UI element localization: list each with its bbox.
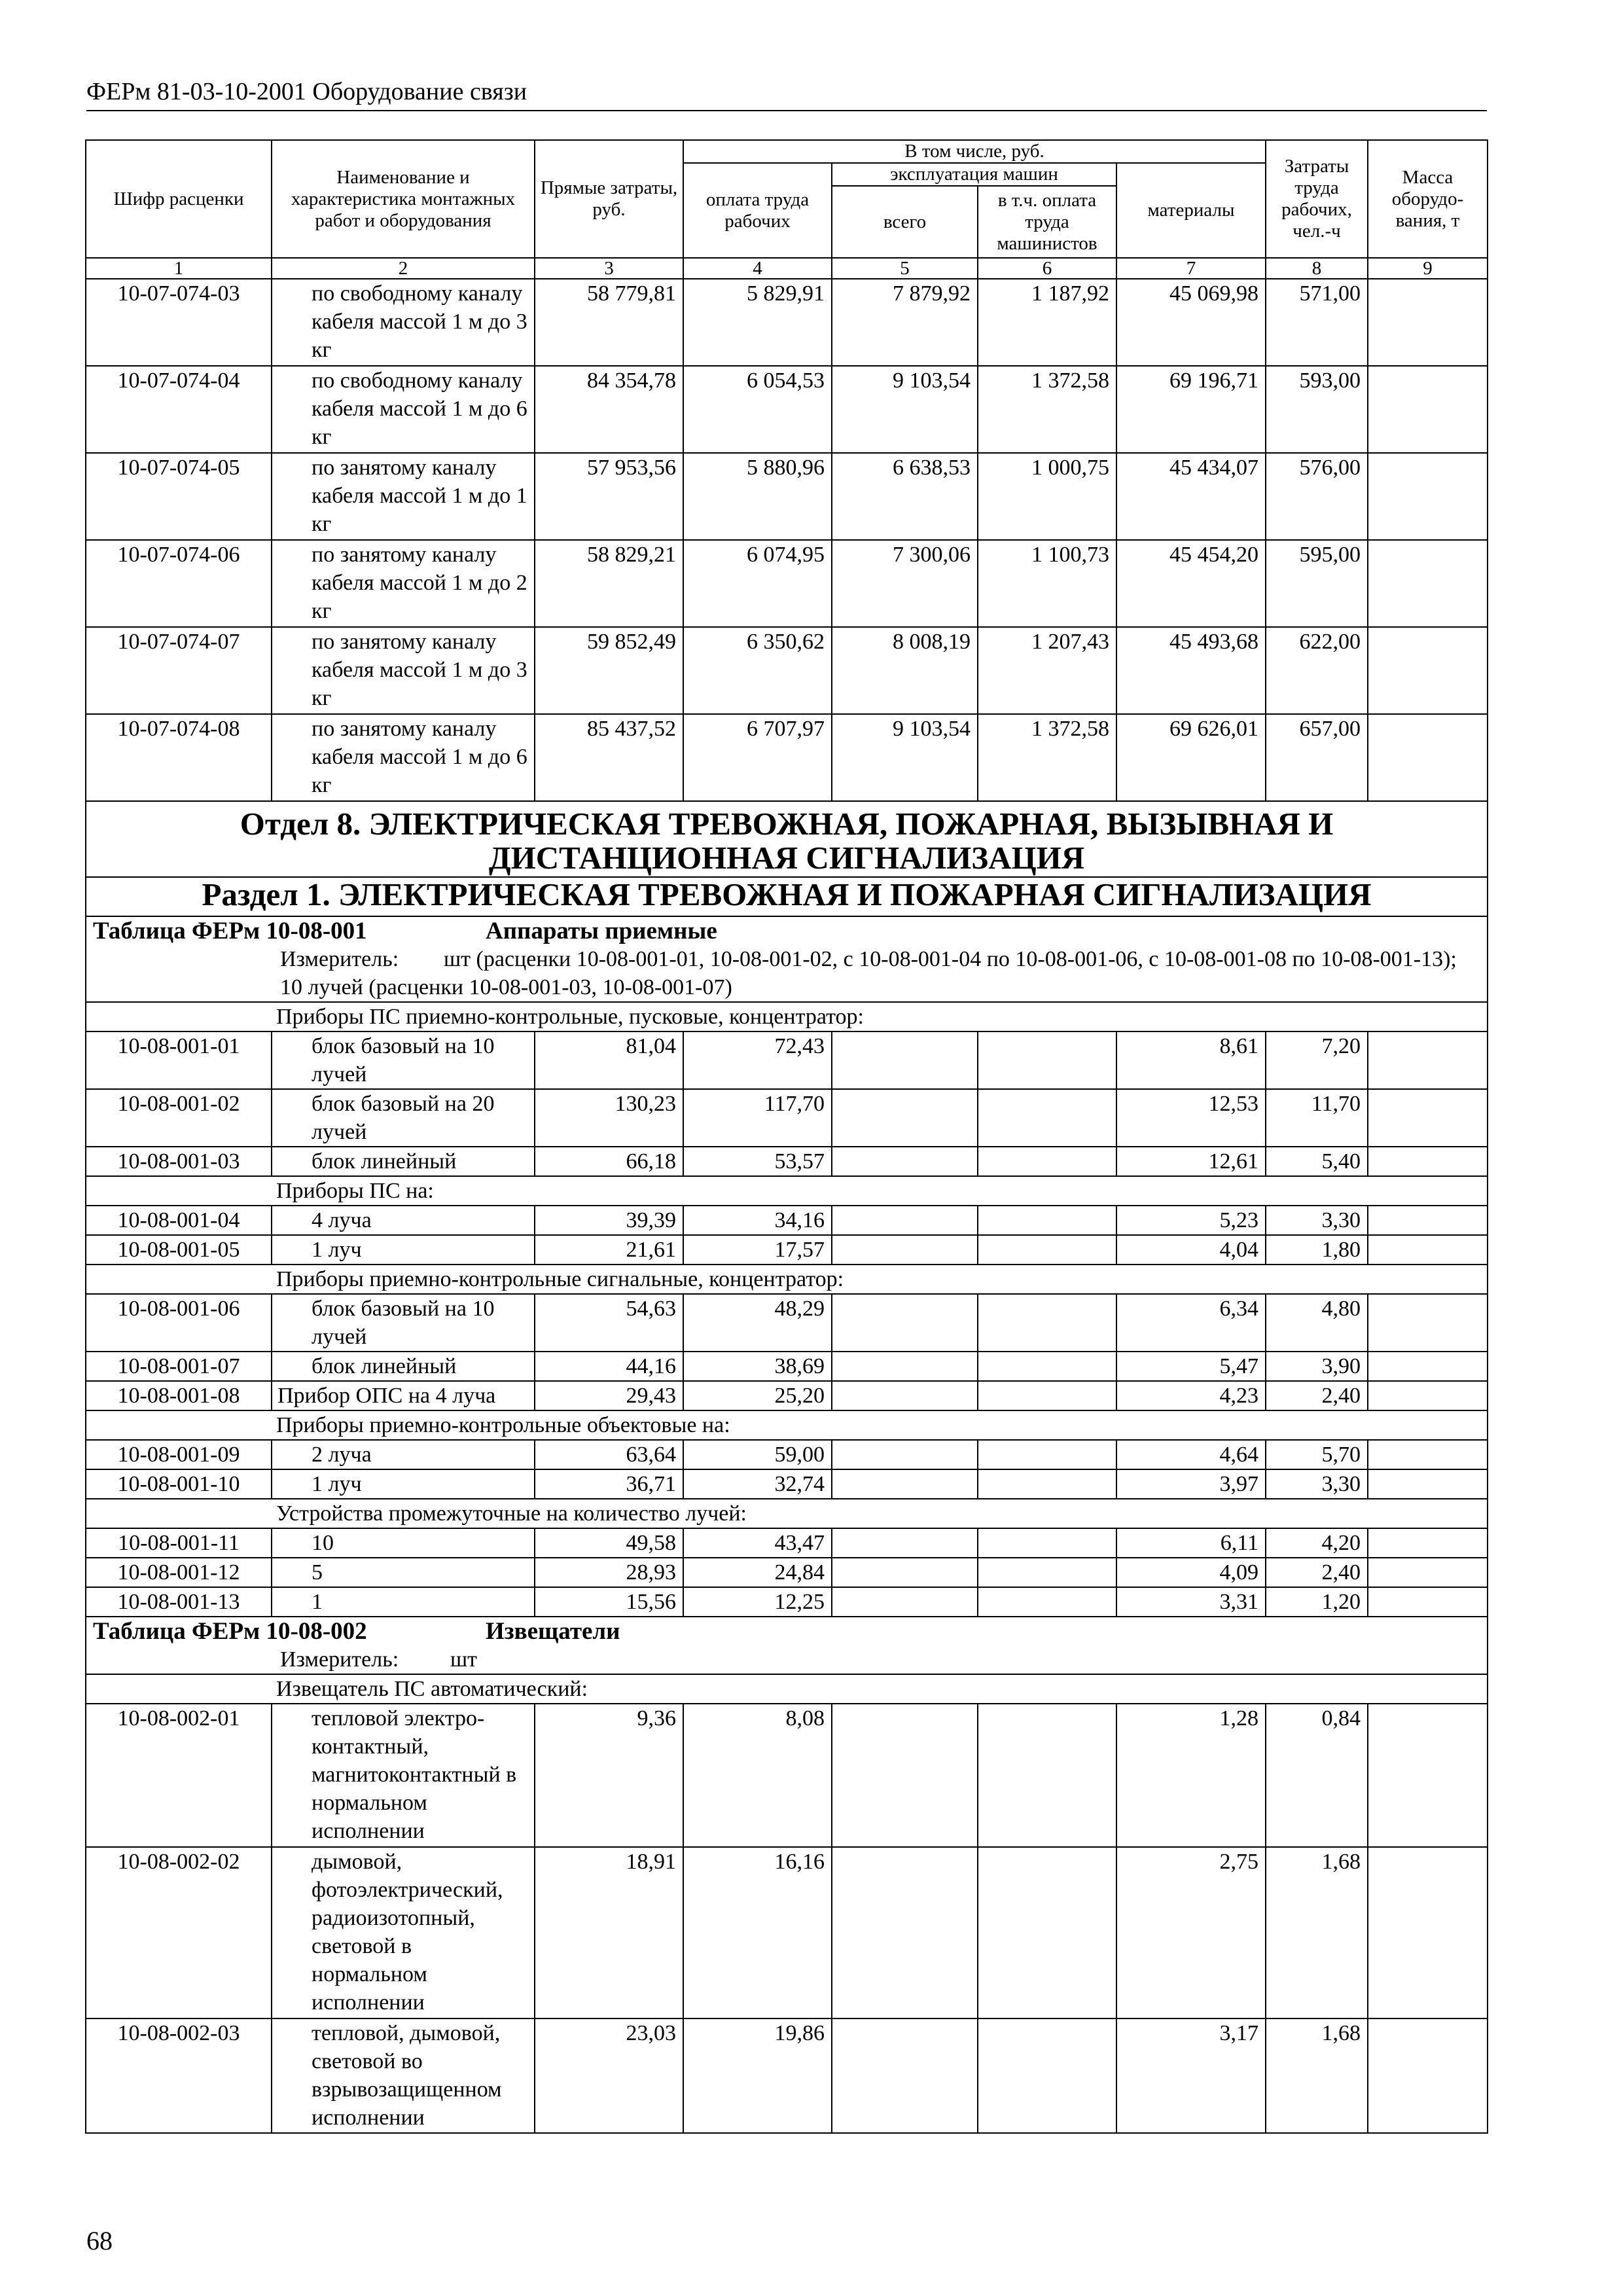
direct-cost: 18,91: [535, 1847, 683, 2018]
labor-cost: 622,00: [1266, 627, 1368, 714]
rate-code: 10-07-074-03: [86, 279, 272, 366]
machine-total: [832, 1294, 978, 1352]
materials: 45 493,68: [1116, 627, 1266, 714]
table-row: [86, 1089, 1488, 1147]
labor-pay: 59,00: [683, 1440, 832, 1469]
rate-code: 10-08-001-12: [86, 1558, 272, 1587]
col-labor-cost-header: Затраты труда рабочих, чел.-ч: [1266, 140, 1368, 258]
col-machine-total-header: всего: [832, 186, 978, 258]
col-number: 2: [272, 258, 535, 279]
table-row: [86, 540, 1488, 627]
col-machine-op-header: эксплуатация машин: [832, 163, 1116, 186]
labor-pay: 6 350,62: [683, 627, 832, 714]
materials: 4,23: [1116, 1381, 1266, 1410]
labor-cost: 1,80: [1266, 1235, 1368, 1265]
measure-label: Измеритель:: [280, 947, 399, 971]
materials: 4,04: [1116, 1235, 1266, 1265]
equip-mass: [1368, 2018, 1488, 2133]
machine-pay: [978, 1704, 1116, 1847]
document-header: ФЕРм 81-03-10-2001 Оборудование связи: [86, 78, 527, 105]
table-row: [86, 1440, 1488, 1469]
rate-name: по занятому каналу кабеля массой 1 м до 2 кг: [272, 540, 535, 627]
equip-mass: [1368, 1352, 1488, 1381]
labor-cost: 3,30: [1266, 1206, 1368, 1235]
rate-code: 10-07-074-06: [86, 540, 272, 627]
equip-mass: [1368, 453, 1488, 540]
labor-cost: 593,00: [1266, 366, 1368, 453]
subgroup-label: Приборы ПС на:: [86, 1176, 1488, 1206]
labor-cost: 576,00: [1266, 453, 1368, 540]
machine-total: 6 638,53: [832, 453, 978, 540]
machine-pay: [978, 1528, 1116, 1558]
table-row: [86, 1206, 1488, 1235]
table-row: [86, 627, 1488, 714]
equip-mass: [1368, 1235, 1488, 1265]
machine-total: [832, 1469, 978, 1499]
labor-cost: 5,40: [1266, 1147, 1368, 1176]
materials: 5,47: [1116, 1352, 1266, 1381]
rate-code: 10-07-074-04: [86, 366, 272, 453]
table-row: [86, 453, 1488, 540]
direct-cost: 58 779,81: [535, 279, 683, 366]
labor-cost: 3,30: [1266, 1469, 1368, 1499]
materials: 12,61: [1116, 1147, 1266, 1176]
direct-cost: 54,63: [535, 1294, 683, 1352]
machine-total: [832, 1440, 978, 1469]
table-row: [86, 1031, 1488, 1089]
equip-mass: [1368, 1587, 1488, 1617]
measure-text: шт (расценки 10-08-001-01, 10-08-001-02, с 10-08-001-04 по 10-08-001-06, с 10-08-001-08 по 10-08-001-13); 10 лучей (расценки 10-08-001-03, 10-08-001-07): [280, 947, 1457, 999]
subgroup-label: Приборы приемно-контрольные сигнальные, концентратор:: [86, 1265, 1488, 1294]
machine-pay: [978, 1147, 1116, 1176]
labor-pay: 53,57: [683, 1147, 832, 1176]
machine-pay: [978, 1031, 1116, 1089]
machine-total: [832, 1528, 978, 1558]
materials: 5,23: [1116, 1206, 1266, 1235]
table-row: [86, 1352, 1488, 1381]
rate-code: 10-08-001-06: [86, 1294, 272, 1352]
equip-mass: [1368, 1528, 1488, 1558]
col-code-header: Шифр расценки: [86, 140, 272, 258]
materials: 4,64: [1116, 1440, 1266, 1469]
labor-pay: 34,16: [683, 1206, 832, 1235]
rate-name: 4 луча: [272, 1206, 535, 1235]
direct-cost: 59 852,49: [535, 627, 683, 714]
labor-pay: 6 074,95: [683, 540, 832, 627]
labor-pay: 43,47: [683, 1528, 832, 1558]
direct-cost: 57 953,56: [535, 453, 683, 540]
machine-total: [832, 1206, 978, 1235]
labor-cost: 1,20: [1266, 1587, 1368, 1617]
rate-code: 10-08-001-03: [86, 1147, 272, 1176]
rate-code: 10-08-002-03: [86, 2018, 272, 2133]
table1-measure: [93, 945, 1480, 1001]
materials: 45 434,07: [1116, 453, 1266, 540]
machine-total: [832, 1031, 978, 1089]
equip-mass: [1368, 1440, 1488, 1469]
labor-pay: 12,25: [683, 1587, 832, 1617]
rate-code: 10-08-001-13: [86, 1587, 272, 1617]
col-incl-header: В том числе, руб.: [683, 140, 1266, 163]
table-row: [86, 1558, 1488, 1587]
machine-total: [832, 1847, 978, 2018]
rate-name: блок базовый на 10 лучей: [272, 1294, 535, 1352]
rate-name: блок базовый на 10 лучей: [272, 1031, 535, 1089]
col-number: 8: [1266, 258, 1368, 279]
table2-code: Таблица ФЕРм 10-08-002: [93, 1618, 367, 1645]
equip-mass: [1368, 1847, 1488, 2018]
machine-pay: [978, 1847, 1116, 2018]
rate-name: блок базовый на 20 лучей: [272, 1089, 535, 1147]
rate-code: 10-08-001-02: [86, 1089, 272, 1147]
labor-cost: 1,68: [1266, 1847, 1368, 2018]
equip-mass: [1368, 1206, 1488, 1235]
labor-pay: 48,29: [683, 1294, 832, 1352]
rate-name: 1 луч: [272, 1469, 535, 1499]
table-row: [86, 1147, 1488, 1176]
machine-total: 9 103,54: [832, 714, 978, 801]
equip-mass: [1368, 366, 1488, 453]
rate-name: Прибор ОПС на 4 луча: [272, 1381, 535, 1410]
machine-total: [832, 1147, 978, 1176]
direct-cost: 23,03: [535, 2018, 683, 2133]
direct-cost: 66,18: [535, 1147, 683, 1176]
table-row: [86, 2018, 1488, 2133]
rate-code: 10-08-001-07: [86, 1352, 272, 1381]
header-rule: [86, 110, 1487, 111]
direct-cost: 63,64: [535, 1440, 683, 1469]
direct-cost: 9,36: [535, 1704, 683, 1847]
table1-title-block: [86, 916, 1488, 1002]
materials: 45 454,20: [1116, 540, 1266, 627]
labor-cost: 657,00: [1266, 714, 1368, 801]
labor-cost: 0,84: [1266, 1704, 1368, 1847]
col-direct-header: Прямые затраты, руб.: [535, 140, 683, 258]
machine-pay: 1 372,58: [978, 714, 1116, 801]
otdel-heading: Отдел 8. ЭЛЕКТРИЧЕСКАЯ ТРЕВОЖНАЯ, ПОЖАРНАЯ, ВЫЗЫВНАЯ И ДИСТАНЦИОННАЯ СИГНАЛИЗАЦИЯ: [86, 801, 1488, 877]
rate-name: по занятому каналу кабеля массой 1 м до 6 кг: [272, 714, 535, 801]
equip-mass: [1368, 1294, 1488, 1352]
labor-cost: 2,40: [1266, 1381, 1368, 1410]
machine-pay: 1 100,73: [978, 540, 1116, 627]
col-number: 5: [832, 258, 978, 279]
equip-mass: [1368, 1558, 1488, 1587]
rate-code: 10-08-001-11: [86, 1528, 272, 1558]
rate-code: 10-07-074-07: [86, 627, 272, 714]
machine-pay: [978, 1440, 1116, 1469]
equip-mass: [1368, 1381, 1488, 1410]
labor-cost: 2,40: [1266, 1558, 1368, 1587]
machine-pay: [978, 1352, 1116, 1381]
rate-code: 10-08-001-04: [86, 1206, 272, 1235]
materials: 4,09: [1116, 1558, 1266, 1587]
rate-code: 10-08-001-09: [86, 1440, 272, 1469]
table-row: [86, 1847, 1488, 2018]
materials: 69 196,71: [1116, 366, 1266, 453]
machine-total: [832, 1352, 978, 1381]
table-row: [86, 1294, 1488, 1352]
table-row: [86, 1235, 1488, 1265]
equip-mass: [1368, 627, 1488, 714]
rate-code: 10-08-002-02: [86, 1847, 272, 2018]
table2-name: Извещатели: [486, 1618, 620, 1645]
labor-cost: 4,80: [1266, 1294, 1368, 1352]
labor-pay: 19,86: [683, 2018, 832, 2133]
col-labor-pay-header: оплата труда рабочих: [683, 163, 832, 258]
col-number: 6: [978, 258, 1116, 279]
labor-pay: 24,84: [683, 1558, 832, 1587]
rate-code: 10-08-001-10: [86, 1469, 272, 1499]
materials: 6,11: [1116, 1528, 1266, 1558]
labor-cost: 7,20: [1266, 1031, 1368, 1089]
subgroup-label: Извещатель ПС автоматический:: [86, 1674, 1488, 1704]
direct-cost: 15,56: [535, 1587, 683, 1617]
equip-mass: [1368, 279, 1488, 366]
machine-total: [832, 2018, 978, 2133]
direct-cost: 29,43: [535, 1381, 683, 1410]
labor-pay: 38,69: [683, 1352, 832, 1381]
col-number: 1: [86, 258, 272, 279]
labor-cost: 595,00: [1266, 540, 1368, 627]
subgroup-label: Устройства промежуточные на количество лучей:: [86, 1499, 1488, 1528]
machine-pay: [978, 1089, 1116, 1147]
machine-pay: [978, 1294, 1116, 1352]
rate-code: 10-08-001-05: [86, 1235, 272, 1265]
col-materials-header: материалы: [1116, 163, 1266, 258]
rate-code: 10-07-074-08: [86, 714, 272, 801]
machine-total: [832, 1704, 978, 1847]
column-numbers-row: [86, 258, 1488, 279]
rate-name: 1 луч: [272, 1235, 535, 1265]
labor-cost: 3,90: [1266, 1352, 1368, 1381]
equip-mass: [1368, 1704, 1488, 1847]
rate-name: 1: [272, 1587, 535, 1617]
rate-name: 5: [272, 1558, 535, 1587]
rate-name: тепловой, дымовой, световой во взрывозащищенном исполнении: [272, 2018, 535, 2133]
table-row: [86, 366, 1488, 453]
table1-code: Таблица ФЕРм 10-08-001: [93, 918, 367, 944]
machine-total: 7 879,92: [832, 279, 978, 366]
direct-cost: 58 829,21: [535, 540, 683, 627]
rate-code: 10-08-002-01: [86, 1704, 272, 1847]
table-row: [86, 714, 1488, 801]
materials: 1,28: [1116, 1704, 1266, 1847]
rate-name: блок линейный: [272, 1352, 535, 1381]
materials: 3,31: [1116, 1587, 1266, 1617]
machine-pay: [978, 1381, 1116, 1410]
materials: 2,75: [1116, 1847, 1266, 2018]
table1-title: [93, 917, 1480, 945]
direct-cost: 85 437,52: [535, 714, 683, 801]
col-number: 4: [683, 258, 832, 279]
col-number: 9: [1368, 258, 1488, 279]
materials: 12,53: [1116, 1089, 1266, 1147]
materials: 45 069,98: [1116, 279, 1266, 366]
rate-name: дымовой, фотоэлектрический, радиоизотопный, световой в нормальном исполнении: [272, 1847, 535, 2018]
equip-mass: [1368, 540, 1488, 627]
machine-pay: [978, 1206, 1116, 1235]
labor-pay: 17,57: [683, 1235, 832, 1265]
labor-pay: 32,74: [683, 1469, 832, 1499]
rate-name: по занятому каналу кабеля массой 1 м до 1 кг: [272, 453, 535, 540]
page-number: 68: [86, 2226, 113, 2255]
table1-name: Аппараты приемные: [486, 918, 717, 944]
labor-pay: 117,70: [683, 1089, 832, 1147]
rate-name: по занятому каналу кабеля массой 1 м до 3 кг: [272, 627, 535, 714]
labor-cost: 1,68: [1266, 2018, 1368, 2133]
col-number: 7: [1116, 258, 1266, 279]
rate-name: тепловой электро-контактный, магнитоконтактный в нормальном исполнении: [272, 1704, 535, 1847]
direct-cost: 81,04: [535, 1031, 683, 1089]
table2-title-block: [86, 1617, 1488, 1674]
equip-mass: [1368, 1469, 1488, 1499]
direct-cost: 36,71: [535, 1469, 683, 1499]
machine-total: 7 300,06: [832, 540, 978, 627]
rate-name: 10: [272, 1528, 535, 1558]
rate-name: по свободному каналу кабеля массой 1 м до 6 кг: [272, 366, 535, 453]
materials: 8,61: [1116, 1031, 1266, 1089]
direct-cost: 39,39: [535, 1206, 683, 1235]
machine-pay: 1 000,75: [978, 453, 1116, 540]
col-machine-pay-header: в т.ч. оплата труда машинистов: [978, 186, 1116, 258]
direct-cost: 44,16: [535, 1352, 683, 1381]
equip-mass: [1368, 1147, 1488, 1176]
labor-pay: 6 707,97: [683, 714, 832, 801]
labor-pay: 16,16: [683, 1847, 832, 2018]
materials: 3,17: [1116, 2018, 1266, 2133]
col-equip-mass-header: Масса оборудо-вания, т: [1368, 140, 1488, 258]
rate-code: 10-07-074-05: [86, 453, 272, 540]
machine-total: 9 103,54: [832, 366, 978, 453]
machine-pay: [978, 1469, 1116, 1499]
labor-pay: 5 880,96: [683, 453, 832, 540]
rate-code: 10-08-001-08: [86, 1381, 272, 1410]
table-row: [86, 1381, 1488, 1410]
materials: 3,97: [1116, 1469, 1266, 1499]
direct-cost: 84 354,78: [535, 366, 683, 453]
machine-pay: 1 372,58: [978, 366, 1116, 453]
machine-pay: 1 187,92: [978, 279, 1116, 366]
labor-cost: 11,70: [1266, 1089, 1368, 1147]
labor-cost: 5,70: [1266, 1440, 1368, 1469]
machine-pay: [978, 1235, 1116, 1265]
table2-title: [93, 1617, 1480, 1645]
measure-text: шт: [450, 1647, 478, 1672]
machine-total: [832, 1587, 978, 1617]
subgroup-label: Приборы приемно-контрольные объектовые на:: [86, 1410, 1488, 1440]
equip-mass: [1368, 1089, 1488, 1147]
materials: 6,34: [1116, 1294, 1266, 1352]
direct-cost: 21,61: [535, 1235, 683, 1265]
labor-pay: 6 054,53: [683, 366, 832, 453]
col-number: 3: [535, 258, 683, 279]
table-row: [86, 1587, 1488, 1617]
machine-pay: 1 207,43: [978, 627, 1116, 714]
table-row: [86, 1528, 1488, 1558]
direct-cost: 49,58: [535, 1528, 683, 1558]
machine-total: [832, 1089, 978, 1147]
col-name-header: Наименование и характеристика монтажных работ и оборудования: [272, 140, 535, 258]
materials: 69 626,01: [1116, 714, 1266, 801]
machine-pay: [978, 1558, 1116, 1587]
equip-mass: [1368, 1031, 1488, 1089]
labor-pay: 72,43: [683, 1031, 832, 1089]
equip-mass: [1368, 714, 1488, 801]
machine-pay: [978, 2018, 1116, 2133]
rate-name: блок линейный: [272, 1147, 535, 1176]
labor-pay: 25,20: [683, 1381, 832, 1410]
table-row: [86, 279, 1488, 366]
table-row: [86, 1704, 1488, 1847]
table2-measure: [93, 1645, 1480, 1674]
table-row: [86, 1469, 1488, 1499]
labor-pay: 5 829,91: [683, 279, 832, 366]
labor-cost: 4,20: [1266, 1528, 1368, 1558]
machine-total: [832, 1558, 978, 1587]
razdel-heading: Раздел 1. ЭЛЕКТРИЧЕСКАЯ ТРЕВОЖНАЯ И ПОЖАРНАЯ СИГНАЛИЗАЦИЯ: [86, 877, 1488, 916]
direct-cost: 28,93: [535, 1558, 683, 1587]
rate-name: по свободному каналу кабеля массой 1 м до 3 кг: [272, 279, 535, 366]
machine-total: 8 008,19: [832, 627, 978, 714]
machine-pay: [978, 1587, 1116, 1617]
rates-table: [85, 139, 1488, 2134]
rate-code: 10-08-001-01: [86, 1031, 272, 1089]
measure-label: Измеритель:: [280, 1647, 399, 1672]
subgroup-label: Приборы ПС приемно-контрольные, пусковые, концентратор:: [86, 1002, 1488, 1031]
table-header: [86, 140, 1488, 279]
machine-total: [832, 1235, 978, 1265]
machine-total: [832, 1381, 978, 1410]
labor-pay: 8,08: [683, 1704, 832, 1847]
direct-cost: 130,23: [535, 1089, 683, 1147]
labor-cost: 571,00: [1266, 279, 1368, 366]
rate-name: 2 луча: [272, 1440, 535, 1469]
